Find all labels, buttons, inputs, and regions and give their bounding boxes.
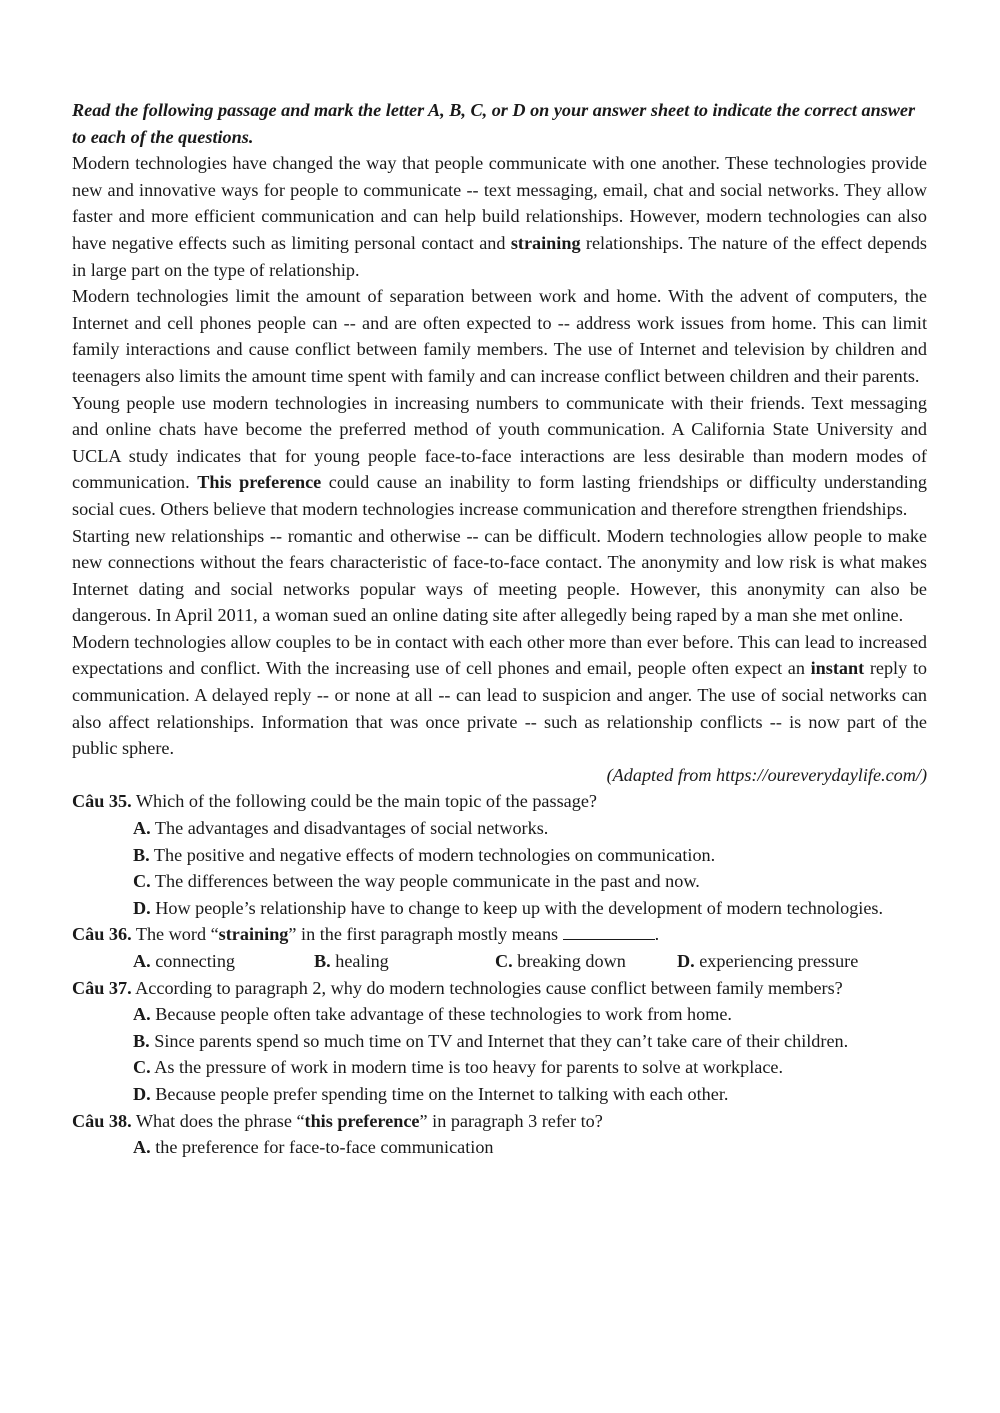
question-36-stem <box>72 921 927 948</box>
question-35-text: Which of the following could be the main topic of the passage? <box>131 791 597 812</box>
question-38-option-a[interactable] <box>72 1134 927 1161</box>
keyword-instant: instant <box>810 658 865 679</box>
option-letter: C. <box>133 1057 151 1078</box>
option-letter: D. <box>133 897 151 918</box>
question-35-label: Câu 35. <box>72 791 132 812</box>
option-letter: A. <box>133 951 151 971</box>
option-text: The positive and negative effects of modern technologies on communication. <box>149 844 716 865</box>
question-35-option-d[interactable] <box>72 895 927 922</box>
question-38-keyword: this preference <box>304 1110 420 1131</box>
question-36-label: Câu 36. <box>72 924 132 945</box>
exam-page <box>72 97 927 1161</box>
option-text: Because people often take advantage of these technologies to work from home. <box>150 1004 732 1025</box>
option-letter: C. <box>133 871 151 892</box>
question-38-pre: What does the phrase “ <box>131 1110 305 1131</box>
question-37-option-c[interactable] <box>72 1054 927 1081</box>
option-text: the preference for face-to-face communication <box>150 1137 494 1158</box>
answer-blank <box>563 921 655 940</box>
question-38-post: ” in paragraph 3 refer to? <box>419 1110 603 1131</box>
option-letter: C. <box>495 951 513 971</box>
option-text: connecting <box>150 951 236 971</box>
option-letter: B. <box>133 844 150 865</box>
passage-source: (Adapted from https://oureverydaylife.com/) <box>606 764 927 785</box>
question-36-options <box>72 948 927 975</box>
question-35-option-a[interactable] <box>72 815 927 842</box>
question-38-label: Câu 38. <box>72 1110 132 1131</box>
question-35 <box>72 788 927 921</box>
p5-text-after: reply to communication. A delayed reply -- or none at all -- can lead to suspicion and anger. The use of social networks can also affect relationships. Information that was once private -- such as relationship conflicts -- is now part of the public sphere. <box>72 658 927 759</box>
question-36-option-a[interactable] <box>133 948 314 975</box>
passage-paragraph-3 <box>72 390 927 523</box>
option-text: healing <box>330 951 389 971</box>
question-37 <box>72 975 927 1108</box>
keyword-straining: straining <box>510 232 581 253</box>
question-35-option-b[interactable] <box>72 842 927 869</box>
option-letter: D. <box>677 951 695 971</box>
passage-paragraph-1 <box>72 150 927 283</box>
question-37-option-d[interactable] <box>72 1081 927 1108</box>
question-36-end: . <box>654 924 660 945</box>
option-text: How people’s relationship have to change to keep up with the development of modern technologies. <box>150 897 884 918</box>
question-36-pre: The word “ <box>131 924 219 945</box>
passage-paragraph-4: Starting new relationships -- romantic and otherwise -- can be difficult. Modern technologies allow people to make new connections without the fears characteristic of face-to-face contact. The anonymity and low risk is what makes Internet dating and social networks popular ways of meeting people. However, this anonymity can also be dangerous. In April 2011, a woman sued an online dating site after allegedly being raped by a man she met online. <box>72 525 927 626</box>
question-36-option-b[interactable] <box>314 948 495 975</box>
question-38-stem <box>72 1108 927 1135</box>
question-36-post: ” in the first paragraph mostly means <box>288 924 563 945</box>
option-letter: A. <box>133 1004 151 1025</box>
option-letter: D. <box>133 1083 151 1104</box>
option-letter: B. <box>133 1030 150 1051</box>
option-letter: B. <box>314 951 331 971</box>
question-38 <box>72 1108 927 1161</box>
question-37-label: Câu 37. <box>72 977 132 998</box>
option-text: As the pressure of work in modern time is too heavy for parents to solve at workplace. <box>150 1057 784 1078</box>
p1-text-before: Modern technologies have changed the way that people communicate with one another. These technologies provide new and innovative ways for people to communicate -- text messaging, email, chat and social networks. They allow faster and more efficient communication and can help build relationships. However, modern technologies can also have negative effects such as limiting personal contact and <box>72 153 927 253</box>
question-36-option-c[interactable] <box>495 948 677 975</box>
option-letter: A. <box>133 818 151 839</box>
p3-text-after: could cause an inability to form lasting friendships or difficulty understanding social cues. Others believe that modern technologies increase communication and therefore strengthen friendships. <box>72 472 928 519</box>
p3-text-before: Young people use modern technologies in increasing numbers to communicate with their friends. Text messaging and online chats have become the preferred method of youth communication. A California State University and UCLA study indicates that for young people face-to-face interactions are less desirable than modern modes of communication. <box>72 392 927 493</box>
instruction-text: Read the following passage and mark the letter A, B, C, or D on your answer sheet to indicate the correct answer to each of the questions. <box>72 100 916 147</box>
option-text: The advantages and disadvantages of social networks. <box>150 818 549 839</box>
option-text: Since parents spend so much time on TV and Internet that they can’t take care of their children. <box>149 1030 849 1051</box>
question-37-option-a[interactable] <box>72 1001 927 1028</box>
question-37-option-b[interactable] <box>72 1028 927 1055</box>
p1-text-after: relationships. The nature of the effect depends in large part on the type of relationship. <box>72 232 927 280</box>
passage-paragraph-5 <box>72 629 927 762</box>
option-text: The differences between the way people communicate in the past and now. <box>150 871 700 892</box>
question-37-text: According to paragraph 2, why do modern technologies cause conflict between family members? <box>131 977 843 998</box>
reading-passage <box>72 150 927 788</box>
keyword-this-preference: This preference <box>197 472 322 493</box>
question-36-keyword: straining <box>218 924 289 945</box>
question-36-option-d[interactable] <box>677 948 858 975</box>
question-37-stem <box>72 975 927 1002</box>
option-text: breaking down <box>512 951 626 971</box>
option-letter: A. <box>133 1137 151 1158</box>
option-text: Because people prefer spending time on the Internet to talking with each other. <box>150 1083 729 1104</box>
question-35-option-c[interactable] <box>72 868 927 895</box>
passage-paragraph-2: Modern technologies limit the amount of separation between work and home. With the advent of computers, the Internet and cell phones people can -- and are often expected to -- address work issues from home. This can limit family interactions and cause conflict between family members. The use of Internet and television by children and teenagers also limits the amount time spent with family and can increase conflict between children and their parents. <box>72 286 927 386</box>
question-35-stem <box>72 788 927 815</box>
option-text: experiencing pressure <box>694 951 859 971</box>
question-36 <box>72 921 927 974</box>
p5-text-before: Modern technologies allow couples to be in contact with each other more than ever before. This can lead to increased expectations and conflict. With the increasing use of cell phones and email, people often expect an <box>72 631 927 679</box>
